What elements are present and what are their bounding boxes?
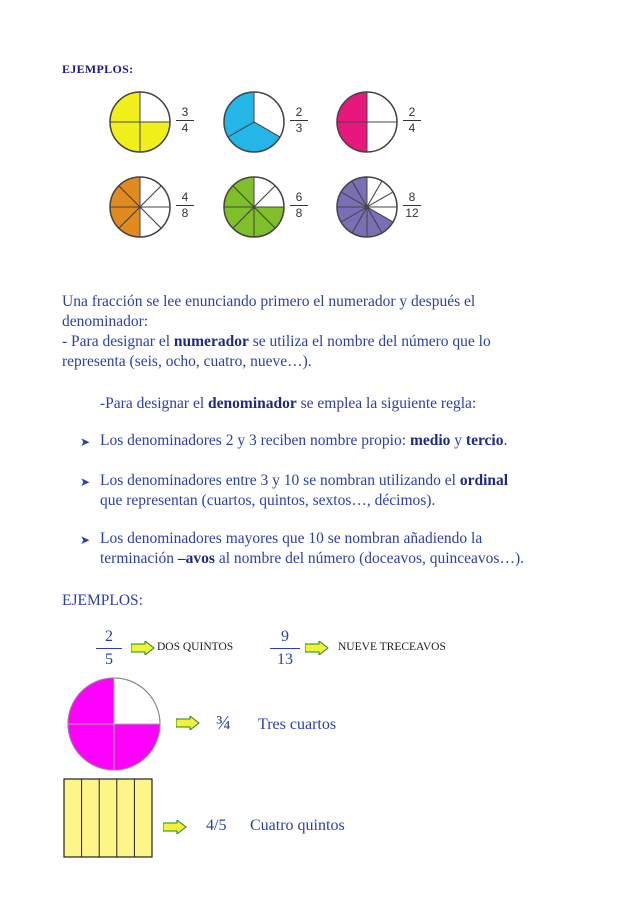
numerador-term: numerador xyxy=(173,333,249,350)
intro-line-4: representa (seis, ocho, cuatro, nueve…). xyxy=(62,353,312,370)
fraction-three-quarters: ¾ xyxy=(216,712,231,734)
pie-chart-2-4 xyxy=(335,90,399,154)
pie-fraction-label: 3 4 xyxy=(176,106,194,135)
intro-paragraph xyxy=(62,292,582,372)
pie-fraction-label: 8 12 xyxy=(403,191,421,220)
bullet-arrow-icon: ➤ xyxy=(80,475,91,489)
bullet-2: Los denominadores entre 3 y 10 se nombran utilizando el ordinal que representan (cuartos, quintos, sextos…, décimos). xyxy=(100,472,509,509)
pie-fraction-label: 4 8 xyxy=(176,191,194,220)
label-nueve-treceavos: NUEVE TRECEAVOS xyxy=(338,641,446,653)
label-tres-cuartos: Tres cuartos xyxy=(258,716,337,733)
examples-subheading: EJEMPLOS: xyxy=(62,592,143,609)
pie-fraction-label: 2 4 xyxy=(403,106,421,135)
pie-fraction-label: 2 3 xyxy=(290,106,308,135)
fraction-nine-thirteenths: 9 13 xyxy=(270,628,300,669)
pie-chart-3-4 xyxy=(108,90,172,154)
examples-heading: EJEMPLOS: xyxy=(62,62,134,76)
pie-fraction-label: 6 8 xyxy=(290,191,308,220)
fraction-two-fifths: 2 5 xyxy=(96,628,122,669)
arrow-right-icon xyxy=(163,820,187,834)
pie-chart-4-8 xyxy=(108,175,172,239)
bullet-arrow-icon: ➤ xyxy=(80,533,91,547)
arrow-right-icon xyxy=(305,641,329,655)
bullet-arrow-icon: ➤ xyxy=(80,435,91,449)
bullet-3: Los denominadores mayores que 10 se nombran añadiendo la terminación –avos al nombre del número (doceavos, quinceavos…). xyxy=(100,530,524,567)
intro-line-3: - Para designar el numerador se utiliza el nombre del número que lo xyxy=(62,333,491,350)
pie-chart-6-8 xyxy=(222,175,286,239)
label-dos-quintos: DOS QUINTOS xyxy=(157,641,234,653)
intro-line-2: denominador: xyxy=(62,313,149,330)
fraction-four-fifths: 4/5 xyxy=(206,817,227,834)
four-fifths-bar xyxy=(63,778,153,858)
arrow-right-icon xyxy=(176,716,200,730)
arrow-right-icon xyxy=(131,641,155,655)
denominator-rule-line: -Para designar el denominador se emplea la siguiente regla: xyxy=(100,395,477,412)
pie-chart-8-12 xyxy=(335,175,399,239)
denominador-term: denominador xyxy=(208,395,297,412)
intro-line-1: Una fracción se lee enunciando primero el numerador y después el xyxy=(62,293,476,310)
three-quarters-pie xyxy=(66,676,162,772)
label-cuatro-quintos: Cuatro quintos xyxy=(250,817,345,834)
bullet-1: Los denominadores 2 y 3 reciben nombre propio: medio y tercio. xyxy=(100,432,508,449)
pie-chart-2-3 xyxy=(222,90,286,154)
